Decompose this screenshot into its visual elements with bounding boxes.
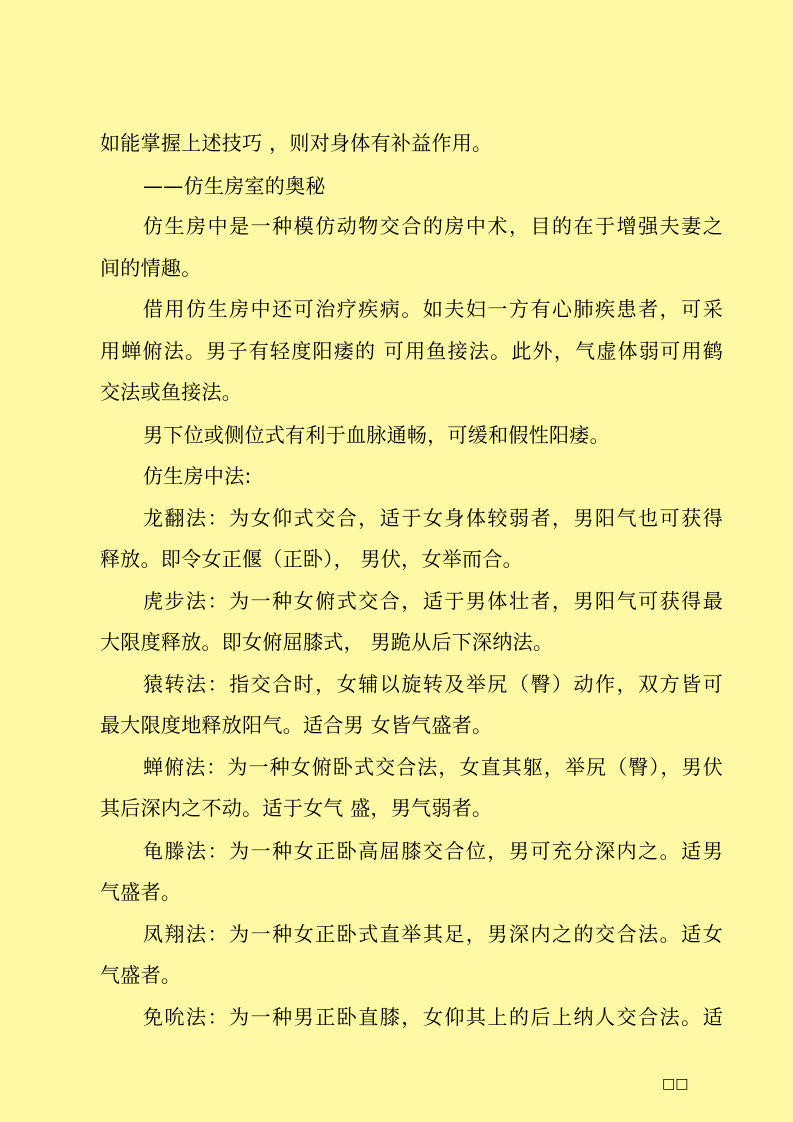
method-line: 凤翔法：为一种女正卧式直举其足，男深内之的交合法。适女	[143, 922, 723, 946]
paragraph-line: 男下位或侧位式有利于血脉通畅，可缓和假性阳痿。	[143, 423, 610, 447]
paragraph-line: 间的情趣。	[100, 256, 202, 280]
method-line: 气盛者。	[100, 963, 182, 987]
method-line: 大限度释放。即女俯屈膝式， 男跪从后下深纳法。	[100, 630, 554, 654]
section-heading: ——仿生房室的奥秘	[143, 174, 326, 198]
method-line: 蝉俯法：为一种女俯卧式交合法，女直其躯，举尻（臀），男伏	[143, 755, 723, 779]
page-number: □□	[662, 1076, 689, 1092]
method-line: 其后深内之不动。适于女气 盛，男气弱者。	[100, 796, 493, 820]
method-line: 最大限度地释放阳气。适合男 女皆气盛者。	[100, 713, 493, 737]
paragraph-line: 用蝉俯法。男子有轻度阳痿的 可用鱼接法。此外，气虚体弱可用鹤	[100, 339, 723, 363]
method-line: 龙翻法：为女仰式交合，适于女身体较弱者，男阳气也可获得	[143, 506, 723, 530]
method-line: 虎步法：为一种女俯式交合，适于男体壮者，男阳气可获得最	[143, 589, 723, 613]
method-line: 龟滕法：为一种女正卧高屈膝交合位，男可充分深内之。适男	[143, 839, 723, 863]
paragraph-line: 交法或鱼接法。	[100, 380, 243, 404]
method-line: 释放。即令女正偃（正卧）， 男伏，女举而合。	[100, 547, 523, 571]
method-line: 气盛者。	[100, 880, 182, 904]
paragraph-line: 仿生房中是一种模仿动物交合的房中术，目的在于增强夫妻之	[143, 214, 723, 238]
paragraph-line: 借用仿生房中还可治疗疾病。如夫妇一方有心肺疾患者，可采	[143, 297, 723, 321]
text-line: 如能掌握上述技巧 ，则对身体有补益作用。	[100, 131, 493, 155]
method-line: 猿转法：指交合时，女辅以旋转及举尻（臀）动作，双方皆可	[143, 672, 723, 696]
subheading: 仿生房中法:	[143, 464, 252, 488]
method-line: 免吮法：为一种男正卧直膝，女仰其上的后上纳人交合法。适	[143, 1005, 723, 1029]
